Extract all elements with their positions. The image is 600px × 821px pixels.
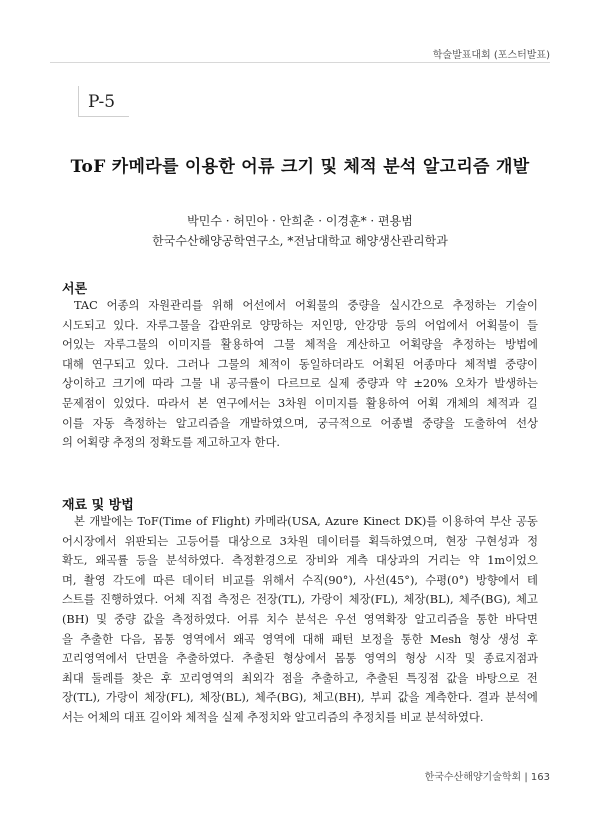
section-title-intro: 서론 [62,282,88,297]
paragraph-line: 최대 둘레를 찾은 후 꼬리영역의 최외각 점을 추출하고, 추출된 특징점 값을 바탕으로 전 [62,671,538,685]
paragraph-line: 문제점이 있었다. 따라서 본 연구에서는 3차원 이미지를 활용하여 어획 개체의 체적과 길 [62,396,538,410]
paragraph-line: 의 어획량 추정의 정확도를 제고하고자 한다. [62,436,280,450]
paragraph-line: 이를 자동 측정하는 알고리즘을 개발하였으며, 궁극적으로 어종별 중량을 도출하여 선상 [62,416,538,430]
paragraph-line: 서는 어체의 대표 길이와 체적을 실제 추정치와 알고리즘의 추정치를 비교 분석하였다. [62,710,484,724]
paragraph-line: (BH) 및 중량 값을 측정하였다. 어류 치수 분석은 우선 영역확장 알고리즘을 통한 바닥면 [62,612,538,626]
intro-paragraph [62,296,538,453]
paragraph-line: 확도, 왜곡률 등을 분석하였다. 측정환경으로 장비와 계측 대상과의 거리는 약 1m이었으 [62,554,538,568]
methods-paragraph [62,512,538,728]
header-divider [50,62,550,63]
paragraph-line: 을 추출한 다음, 몸통 영역에서 왜곡 영역에 대해 패턴 보정을 통한 Mesh 형상 생성 후 [62,632,538,646]
section-title-methods: 재료 및 방법 [62,498,134,513]
paragraph-line: 며, 촬영 각도에 따른 데이터 비교를 위해서 수직(90°), 사선(45°), 수평(0°) 방향에서 테 [62,573,538,587]
paper-title: ToF 카메라를 이용한 어류 크기 및 체적 분석 알고리즘 개발 [70,157,530,177]
paper-affiliation: 한국수산해양공학연구소, *전남대학교 해양생산관리학과 [152,234,448,248]
footer-page: 한국수산해양기술학회 | 163 [424,772,550,783]
paper-authors: 박민수 · 허민아 · 안희춘 · 이경훈* · 편용범 [187,214,413,228]
paragraph-line: TAC 어종의 자원관리를 위해 어선에서 어획물의 중량을 실시간으로 추정하는 기술이 [74,299,538,312]
paragraph-line: 스트를 진행하였다. 어체 직접 측정은 전장(TL), 가랑이 체장(FL), 체장(BL), 체주(BG), 체고 [62,593,538,607]
paragraph-line: 꼬리영역에서 단면을 추출하였다. 추출된 형상에서 몸통 영역의 형상 시작 및 종료지점과 [62,652,538,666]
paragraph-line: 대해 연구되고 있다. 그러나 그물의 체적이 동일하더라도 어획된 어종마다 체적별 중량이 [62,357,538,371]
header-category: 학술발표대회 (포스터발표) [432,50,550,61]
paragraph-line: 시도되고 있다. 자루그물을 갑판위로 양망하는 저인망, 안강망 등의 어업에서 어획물이 들 [62,318,538,332]
paragraph-line: 어시장에서 위판되는 고등어를 대상으로 3차원 데이터를 획득하였으며, 현장 구현성과 정 [62,534,538,548]
paper-code: P-5 [88,92,116,112]
paragraph-line: 상이하고 크기에 따라 그물 내 공극률이 다르므로 실제 중량과 약 ±20% 오차가 발생하는 [62,377,538,391]
paragraph-line: 어있는 자루그물의 이미지를 활용하여 그물 체적을 계산하고 어획량을 추정하는 방법에 [62,338,538,352]
paragraph-line: 장(TL), 가랑이 체장(FL), 체장(BL), 체주(BG), 체고(BH), 부피 값을 계측한다. 결과 분석에 [62,691,538,705]
paragraph-line: 본 개발에는 ToF(Time of Flight) 카메라(USA, Azure Kinect DK)를 이용하여 부산 공동 [74,515,538,528]
